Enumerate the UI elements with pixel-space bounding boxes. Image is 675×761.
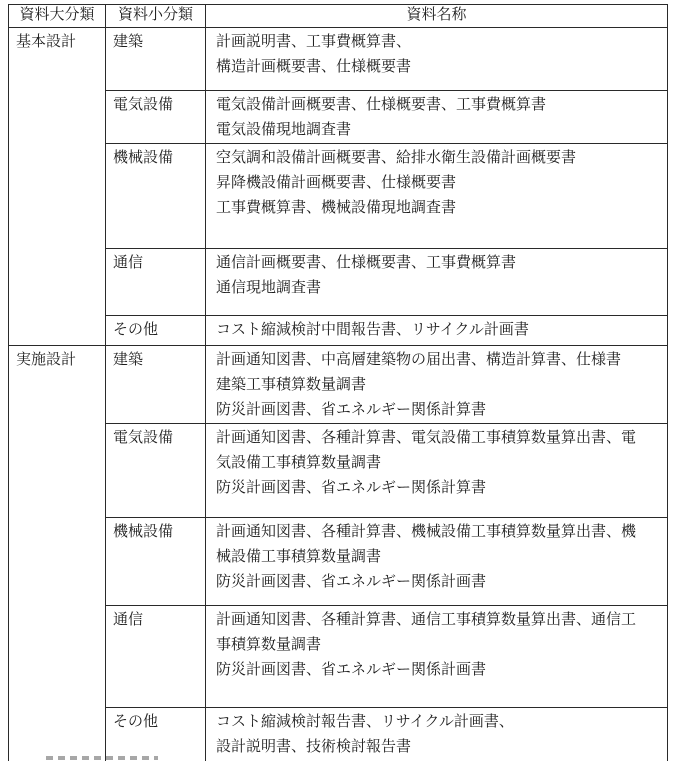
table-row	[9, 28, 668, 91]
header-minor-category: 資料小分類	[106, 5, 206, 28]
documents-cell	[206, 249, 668, 316]
document-name-line: 構造計画概要書、仕様概要書	[216, 59, 412, 75]
document-name-line: コスト縮減検討報告書、リサイクル計画書、	[216, 714, 514, 730]
document-name-line: 防災計画図書、省エネルギー関係計画書	[216, 574, 487, 590]
table-row	[9, 708, 668, 761]
table-row	[9, 316, 668, 346]
documents-cell	[206, 518, 668, 606]
document-name-line: 防災計画図書、省エネルギー関係計算書	[216, 480, 487, 496]
documents-cell	[206, 708, 668, 761]
document-name-line: 械設備工事積算数量調書	[216, 549, 382, 565]
minor-category-cell: 建築	[106, 346, 206, 424]
document-name-line: 電気設備計画概要書、仕様概要書、工事費概算書	[216, 97, 547, 113]
document-name-line: 計画説明書、工事費概算書、	[216, 34, 412, 50]
document-classification-table	[8, 4, 668, 761]
document-name-line: 気設備工事積算数量調書	[216, 455, 382, 471]
header-major-category: 資料大分類	[9, 5, 106, 28]
minor-category-cell: 建築	[106, 28, 206, 91]
minor-category-cell: その他	[106, 708, 206, 761]
document-name-line: コスト縮減検討中間報告書、リサイクル計画書	[216, 322, 529, 338]
minor-category-cell: その他	[106, 316, 206, 346]
documents-cell	[206, 424, 668, 518]
table-row	[9, 518, 668, 606]
document-name-line: 通信現地調査書	[216, 280, 322, 296]
document-name-line: 設計説明書、技術検討報告書	[216, 739, 412, 755]
documents-cell	[206, 346, 668, 424]
table-row	[9, 91, 668, 144]
document-name-line: 空気調和設備計画概要書、給排水衛生設備計画概要書	[216, 150, 577, 166]
documents-cell	[206, 606, 668, 708]
documents-cell	[206, 28, 668, 91]
document-name-line: 防災計画図書、省エネルギー関係計算書	[216, 402, 487, 418]
minor-category-cell: 電気設備	[106, 424, 206, 518]
table-row	[9, 144, 668, 249]
document-name-line: 建築工事積算数量調書	[216, 377, 367, 393]
document-name-line: 通信計画概要書、仕様概要書、工事費概算書	[216, 255, 517, 271]
minor-category-cell: 機械設備	[106, 144, 206, 249]
document-name-line: 工事費概算書、機械設備現地調査書	[216, 200, 457, 216]
document-name-line: 計画通知図書、各種計算書、通信工事積算数量算出書、通信工	[216, 612, 637, 628]
documents-cell	[206, 91, 668, 144]
document-name-line: 電気設備現地調査書	[216, 122, 352, 138]
major-category-cell: 基本設計	[9, 28, 106, 346]
document-name-line: 計画通知図書、各種計算書、機械設備工事積算数量算出書、機	[216, 524, 637, 540]
documents-cell	[206, 316, 668, 346]
documents-cell	[206, 144, 668, 249]
major-category-cell: 実施設計	[9, 346, 106, 761]
table-row	[9, 249, 668, 316]
clipped-footnote	[46, 756, 158, 760]
header-row	[9, 5, 668, 28]
document-name-line: 計画通知図書、中高層建築物の届出書、構造計算書、仕様書	[216, 352, 622, 368]
table-row	[9, 424, 668, 518]
minor-category-cell: 通信	[106, 606, 206, 708]
document-name-line: 事積算数量調書	[216, 637, 322, 653]
minor-category-cell: 機械設備	[106, 518, 206, 606]
header-document-name: 資料名称	[206, 5, 668, 28]
document-name-line: 計画通知図書、各種計算書、電気設備工事積算数量算出書、電	[216, 430, 637, 446]
document-name-line: 防災計画図書、省エネルギー関係計画書	[216, 662, 487, 678]
table-row	[9, 346, 668, 424]
minor-category-cell: 電気設備	[106, 91, 206, 144]
table-row	[9, 606, 668, 708]
minor-category-cell: 通信	[106, 249, 206, 316]
document-name-line: 昇降機設備計画概要書、仕様概要書	[216, 175, 457, 191]
